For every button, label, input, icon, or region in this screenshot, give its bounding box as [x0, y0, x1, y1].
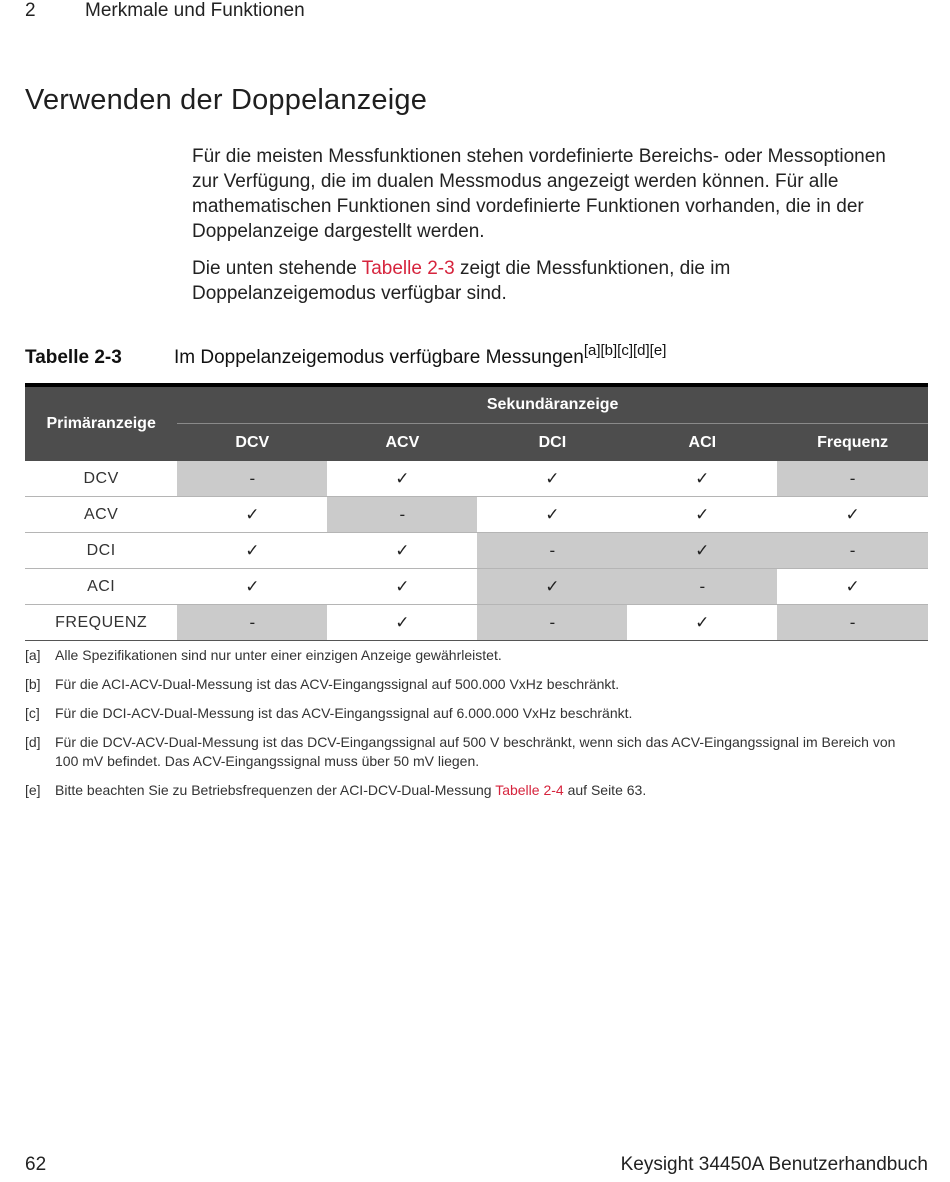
table-cell: - — [327, 497, 477, 533]
table-cell: ✓ — [477, 461, 627, 497]
table-cell: ✓ — [777, 497, 928, 533]
table-cell: - — [477, 533, 627, 569]
paragraph-text: Die unten stehende — [192, 258, 362, 279]
column-header: Frequenz — [777, 424, 928, 462]
row-label: DCI — [25, 533, 177, 569]
footnote-label: [e] — [25, 782, 41, 798]
row-label: DCV — [25, 461, 177, 497]
table-cell: ✓ — [327, 461, 477, 497]
table-cell: ✓ — [627, 605, 777, 641]
paragraph-text: zeigt die Messfunktionen, die im Doppelanzeigemodus verfügbar sind. — [192, 258, 731, 304]
column-header: ACV — [327, 424, 477, 462]
table-row — [25, 461, 928, 497]
table-cell: - — [627, 569, 777, 605]
table-cell: ✓ — [627, 461, 777, 497]
table-cell: ✓ — [327, 569, 477, 605]
table-label: Tabelle 2-3 — [25, 347, 122, 368]
table-cell: ✓ — [177, 497, 327, 533]
column-header: DCI — [477, 424, 627, 462]
table-cell: ✓ — [327, 605, 477, 641]
table-cell: ✓ — [177, 533, 327, 569]
footnote-text-part: Bitte beachten Sie zu Betriebsfrequenzen der ACI-DCV-Dual-Messung — [55, 782, 496, 798]
footnote — [25, 646, 905, 665]
table-row — [25, 569, 928, 605]
footnote-text: Für die DCI-ACV-Dual-Messung ist das ACV-Eingangssignal auf 6.000.000 VxHz beschränkt. — [55, 705, 633, 721]
table-link[interactable]: Tabelle 2-4 — [495, 782, 564, 798]
table-cell: ✓ — [177, 569, 327, 605]
chapter-number: 2 — [25, 0, 36, 21]
manual-title: Keysight 34450A Benutzerhandbuch — [620, 1154, 928, 1175]
footnote — [25, 733, 905, 771]
footnote-text: Für die DCV-ACV-Dual-Messung ist das DCV-Eingangssignal auf 500 V beschränkt, wenn sich das ACV-Eingangssignal im Bereich von 100 mV befindet. Das ACV-Eingangssignal muss über 50 mV liegen. — [55, 734, 896, 769]
table-cell: - — [777, 461, 928, 497]
footnote-text: Für die ACI-ACV-Dual-Messung ist das ACV-Eingangssignal auf 500.000 VxHz beschränkt. — [55, 676, 620, 692]
table-link[interactable]: Tabelle 2-3 — [361, 258, 455, 279]
table-cell: - — [177, 605, 327, 641]
footnote — [25, 704, 905, 723]
footnote-text: Alle Spezifikationen sind nur unter einer einzigen Anzeige gewährleistet. — [55, 647, 502, 663]
footnote-label: [b] — [25, 676, 41, 692]
dual-display-table — [25, 383, 928, 641]
table-title: Im Doppelanzeigemodus verfügbare Messungen — [174, 347, 584, 368]
table-cell: ✓ — [627, 533, 777, 569]
intro-paragraph: Für die meisten Messfunktionen stehen vordefinierte Bereichs- oder Messoptionen zur Verfügung, die im dualen Messmodus angezeigt werden können. Für alle mathematischen Funktionen sind vordefinierte Funktionen vorhanden, die in der Doppelanzeige dargestellt werden. — [192, 146, 886, 242]
column-header: ACI — [627, 424, 777, 462]
table-footnotes — [25, 646, 905, 810]
footnote-label: [c] — [25, 705, 40, 721]
table-row — [25, 533, 928, 569]
chapter-title: Merkmale und Funktionen — [85, 0, 305, 21]
table-cell: ✓ — [627, 497, 777, 533]
footnote-text-part: auf Seite 63. — [563, 782, 647, 798]
table-row — [25, 497, 928, 533]
running-header — [25, 0, 305, 22]
footnote — [25, 781, 905, 800]
table-caption — [25, 342, 666, 369]
footnote-refs: [a][b][c][d][e] — [583, 342, 667, 359]
table-cell: - — [777, 533, 928, 569]
footnote-label: [a] — [25, 647, 41, 663]
table-cell: - — [777, 605, 928, 641]
table-cell: ✓ — [477, 569, 627, 605]
table-cell: ✓ — [327, 533, 477, 569]
table-row — [25, 605, 928, 641]
table-cell: ✓ — [477, 497, 627, 533]
row-label: FREQUENZ — [25, 605, 177, 641]
table-cell: ✓ — [777, 569, 928, 605]
secondary-display-header: Sekundäranzeige — [177, 385, 928, 424]
column-header: DCV — [177, 424, 327, 462]
row-label: ACV — [25, 497, 177, 533]
footnote — [25, 675, 905, 694]
footnote-text — [55, 781, 905, 800]
primary-display-header: Primäranzeige — [25, 385, 177, 461]
footnote-label: [d] — [25, 734, 41, 750]
page-number: 62 — [25, 1154, 47, 1175]
table-cell: - — [477, 605, 627, 641]
row-label: ACI — [25, 569, 177, 605]
table-cell: - — [177, 461, 327, 497]
section-title: Verwenden der Doppelanzeige — [25, 84, 428, 116]
table-reference-paragraph — [192, 256, 892, 306]
